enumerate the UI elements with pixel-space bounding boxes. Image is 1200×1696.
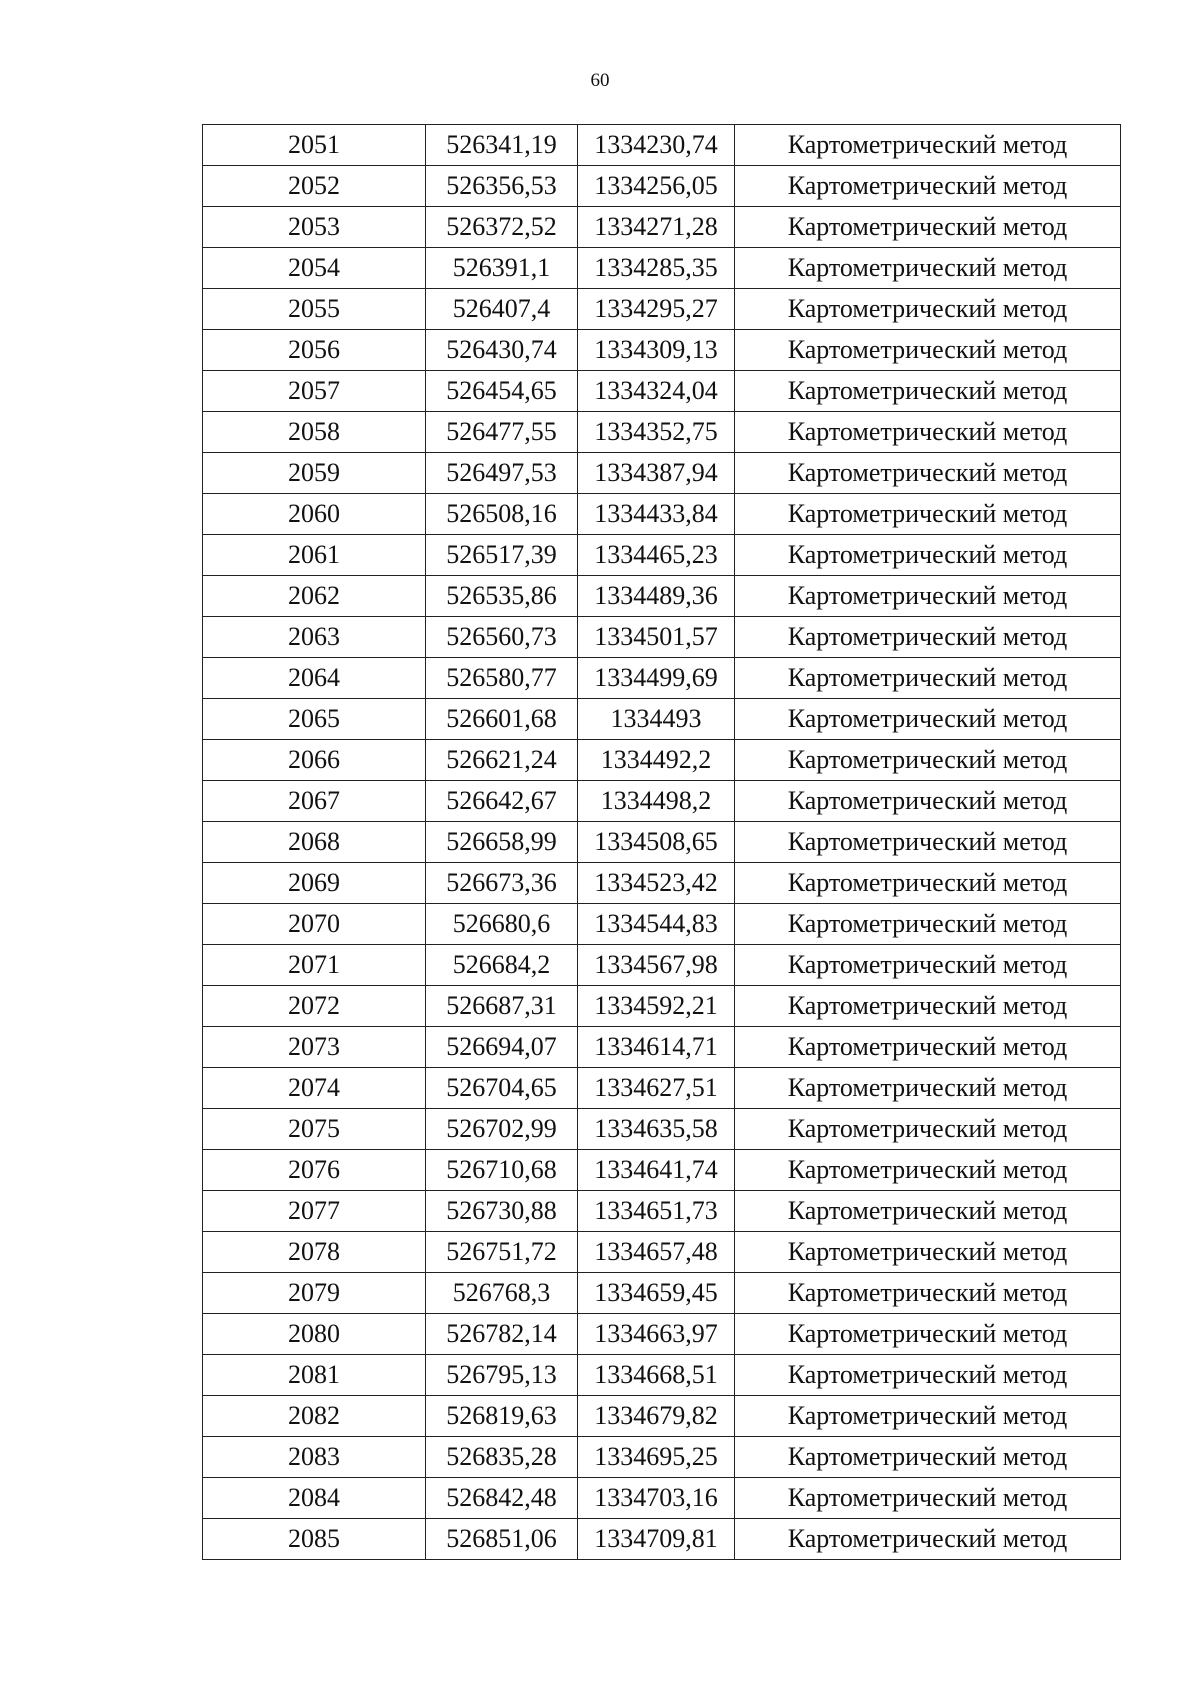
y-coordinate-cell: 1334498,2 [578,781,735,822]
point-number-cell: 2078 [203,1232,426,1273]
method-cell: Картометрический метод [735,330,1121,371]
y-coordinate-cell: 1334295,27 [578,289,735,330]
method-cell: Картометрический метод [735,986,1121,1027]
table-row [203,1355,1121,1396]
x-coordinate-cell: 526454,65 [426,371,578,412]
x-coordinate-cell: 526782,14 [426,1314,578,1355]
method-cell: Картометрический метод [735,166,1121,207]
method-cell: Картометрический метод [735,453,1121,494]
method-cell: Картометрический метод [735,699,1121,740]
x-coordinate-cell: 526497,53 [426,453,578,494]
table-row [203,1396,1121,1437]
table-row [203,863,1121,904]
method-cell: Картометрический метод [735,1396,1121,1437]
table-row [203,1068,1121,1109]
table-row [203,166,1121,207]
table-row [203,699,1121,740]
y-coordinate-cell: 1334544,83 [578,904,735,945]
y-coordinate-cell: 1334352,75 [578,412,735,453]
method-cell: Картометрический метод [735,289,1121,330]
y-coordinate-cell: 1334567,98 [578,945,735,986]
y-coordinate-cell: 1334659,45 [578,1273,735,1314]
point-number-cell: 2063 [203,617,426,658]
table-row [203,1478,1121,1519]
x-coordinate-cell: 526710,68 [426,1150,578,1191]
table-row [203,289,1121,330]
x-coordinate-cell: 526535,86 [426,576,578,617]
y-coordinate-cell: 1334489,36 [578,576,735,617]
point-number-cell: 2053 [203,207,426,248]
method-cell: Картометрический метод [735,576,1121,617]
table-row [203,1273,1121,1314]
method-cell: Картометрический метод [735,1191,1121,1232]
table-row [203,1150,1121,1191]
method-cell: Картометрический метод [735,822,1121,863]
table-row [203,1519,1121,1560]
method-cell: Картометрический метод [735,1519,1121,1560]
x-coordinate-cell: 526684,2 [426,945,578,986]
table-row [203,1109,1121,1150]
point-number-cell: 2051 [203,125,426,166]
table-row [203,1314,1121,1355]
y-coordinate-cell: 1334493 [578,699,735,740]
y-coordinate-cell: 1334635,58 [578,1109,735,1150]
table-row [203,371,1121,412]
x-coordinate-cell: 526372,52 [426,207,578,248]
y-coordinate-cell: 1334387,94 [578,453,735,494]
y-coordinate-cell: 1334492,2 [578,740,735,781]
x-coordinate-cell: 526430,74 [426,330,578,371]
y-coordinate-cell: 1334651,73 [578,1191,735,1232]
y-coordinate-cell: 1334324,04 [578,371,735,412]
y-coordinate-cell: 1334256,05 [578,166,735,207]
point-number-cell: 2077 [203,1191,426,1232]
point-number-cell: 2080 [203,1314,426,1355]
method-cell: Картометрический метод [735,1109,1121,1150]
y-coordinate-cell: 1334499,69 [578,658,735,699]
method-cell: Картометрический метод [735,1273,1121,1314]
method-cell: Картометрический метод [735,412,1121,453]
y-coordinate-cell: 1334703,16 [578,1478,735,1519]
y-coordinate-cell: 1334679,82 [578,1396,735,1437]
point-number-cell: 2066 [203,740,426,781]
y-coordinate-cell: 1334657,48 [578,1232,735,1273]
point-number-cell: 2072 [203,986,426,1027]
table-row [203,207,1121,248]
point-number-cell: 2052 [203,166,426,207]
x-coordinate-cell: 526842,48 [426,1478,578,1519]
method-cell: Картометрический метод [735,781,1121,822]
method-cell: Картометрический метод [735,494,1121,535]
table-row [203,535,1121,576]
table-row [203,781,1121,822]
x-coordinate-cell: 526694,07 [426,1027,578,1068]
table-row [203,822,1121,863]
table-row [203,904,1121,945]
y-coordinate-cell: 1334309,13 [578,330,735,371]
x-coordinate-cell: 526621,24 [426,740,578,781]
y-coordinate-cell: 1334709,81 [578,1519,735,1560]
x-coordinate-cell: 526768,3 [426,1273,578,1314]
y-coordinate-cell: 1334668,51 [578,1355,735,1396]
x-coordinate-cell: 526356,53 [426,166,578,207]
table-row [203,740,1121,781]
x-coordinate-cell: 526730,88 [426,1191,578,1232]
table-row [203,617,1121,658]
method-cell: Картометрический метод [735,658,1121,699]
point-number-cell: 2076 [203,1150,426,1191]
x-coordinate-cell: 526819,63 [426,1396,578,1437]
method-cell: Картометрический метод [735,1068,1121,1109]
x-coordinate-cell: 526702,99 [426,1109,578,1150]
method-cell: Картометрический метод [735,125,1121,166]
point-number-cell: 2065 [203,699,426,740]
page-number: 60 [590,70,610,91]
point-number-cell: 2079 [203,1273,426,1314]
point-number-cell: 2061 [203,535,426,576]
method-cell: Картометрический метод [735,207,1121,248]
table-row [203,1232,1121,1273]
point-number-cell: 2054 [203,248,426,289]
x-coordinate-cell: 526407,4 [426,289,578,330]
table-row [203,576,1121,617]
y-coordinate-cell: 1334271,28 [578,207,735,248]
table-row [203,412,1121,453]
point-number-cell: 2062 [203,576,426,617]
method-cell: Картометрический метод [735,371,1121,412]
method-cell: Картометрический метод [735,740,1121,781]
x-coordinate-cell: 526704,65 [426,1068,578,1109]
y-coordinate-cell: 1334614,71 [578,1027,735,1068]
point-number-cell: 2058 [203,412,426,453]
x-coordinate-cell: 526751,72 [426,1232,578,1273]
y-coordinate-cell: 1334465,23 [578,535,735,576]
point-number-cell: 2064 [203,658,426,699]
x-coordinate-cell: 526658,99 [426,822,578,863]
table-row [203,494,1121,535]
y-coordinate-cell: 1334627,51 [578,1068,735,1109]
point-number-cell: 2084 [203,1478,426,1519]
method-cell: Картометрический метод [735,535,1121,576]
x-coordinate-cell: 526642,67 [426,781,578,822]
point-number-cell: 2067 [203,781,426,822]
method-cell: Картометрический метод [735,863,1121,904]
y-coordinate-cell: 1334508,65 [578,822,735,863]
table-row [203,125,1121,166]
table-row [203,248,1121,289]
method-cell: Картометрический метод [735,1027,1121,1068]
y-coordinate-cell: 1334230,74 [578,125,735,166]
coordinates-table [202,124,1121,1560]
method-cell: Картометрический метод [735,1355,1121,1396]
x-coordinate-cell: 526391,1 [426,248,578,289]
y-coordinate-cell: 1334285,35 [578,248,735,289]
table-row [203,658,1121,699]
y-coordinate-cell: 1334523,42 [578,863,735,904]
method-cell: Картометрический метод [735,1232,1121,1273]
y-coordinate-cell: 1334501,57 [578,617,735,658]
point-number-cell: 2055 [203,289,426,330]
x-coordinate-cell: 526477,55 [426,412,578,453]
x-coordinate-cell: 526687,31 [426,986,578,1027]
x-coordinate-cell: 526795,13 [426,1355,578,1396]
point-number-cell: 2083 [203,1437,426,1478]
x-coordinate-cell: 526560,73 [426,617,578,658]
y-coordinate-cell: 1334433,84 [578,494,735,535]
method-cell: Картометрический метод [735,945,1121,986]
point-number-cell: 2081 [203,1355,426,1396]
table-row [203,1191,1121,1232]
point-number-cell: 2082 [203,1396,426,1437]
table-body [203,125,1121,1560]
x-coordinate-cell: 526517,39 [426,535,578,576]
x-coordinate-cell: 526341,19 [426,125,578,166]
y-coordinate-cell: 1334592,21 [578,986,735,1027]
point-number-cell: 2068 [203,822,426,863]
table-row [203,453,1121,494]
table-row [203,330,1121,371]
table-row [203,1027,1121,1068]
point-number-cell: 2070 [203,904,426,945]
y-coordinate-cell: 1334695,25 [578,1437,735,1478]
method-cell: Картометрический метод [735,1150,1121,1191]
x-coordinate-cell: 526508,16 [426,494,578,535]
method-cell: Картометрический метод [735,904,1121,945]
table-row [203,945,1121,986]
y-coordinate-cell: 1334663,97 [578,1314,735,1355]
point-number-cell: 2057 [203,371,426,412]
method-cell: Картометрический метод [735,1314,1121,1355]
table-row [203,986,1121,1027]
method-cell: Картометрический метод [735,1478,1121,1519]
x-coordinate-cell: 526673,36 [426,863,578,904]
point-number-cell: 2060 [203,494,426,535]
method-cell: Картометрический метод [735,617,1121,658]
x-coordinate-cell: 526580,77 [426,658,578,699]
point-number-cell: 2073 [203,1027,426,1068]
point-number-cell: 2085 [203,1519,426,1560]
point-number-cell: 2074 [203,1068,426,1109]
method-cell: Картометрический метод [735,1437,1121,1478]
point-number-cell: 2059 [203,453,426,494]
point-number-cell: 2069 [203,863,426,904]
x-coordinate-cell: 526680,6 [426,904,578,945]
x-coordinate-cell: 526601,68 [426,699,578,740]
y-coordinate-cell: 1334641,74 [578,1150,735,1191]
point-number-cell: 2075 [203,1109,426,1150]
point-number-cell: 2071 [203,945,426,986]
table-row [203,1437,1121,1478]
x-coordinate-cell: 526835,28 [426,1437,578,1478]
x-coordinate-cell: 526851,06 [426,1519,578,1560]
method-cell: Картометрический метод [735,248,1121,289]
point-number-cell: 2056 [203,330,426,371]
